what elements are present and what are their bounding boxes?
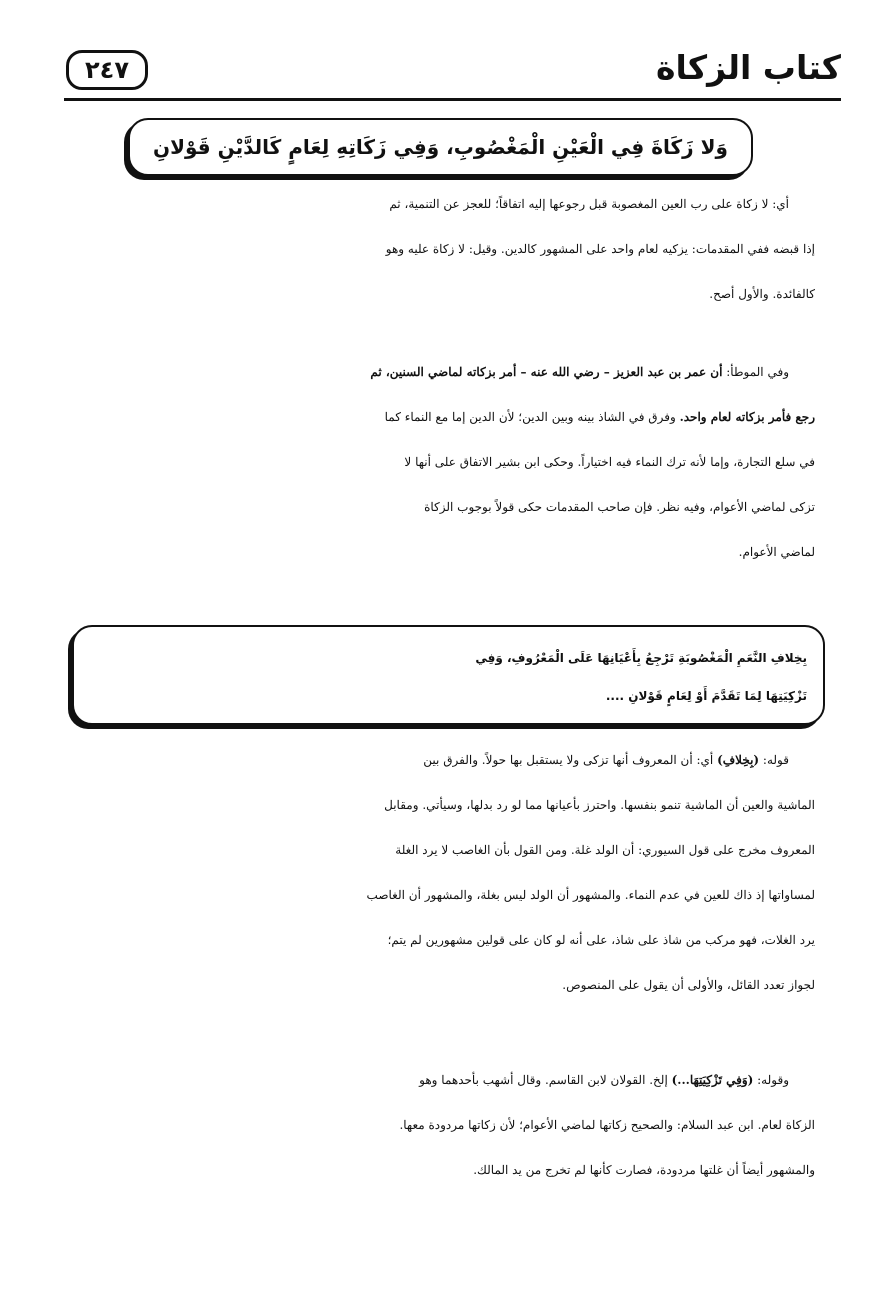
paragraph-line: يرد الغلات، فهو مركب من شاذ على شاذ، على أنه لو كان على قولين مشهورين لم يتم؛ [387, 933, 815, 947]
paragraph-line: تزكى لماضي الأعوام، وفيه نظر. فإن صاحب المقدمات حكى قولاً بوجوب الزكاة [424, 500, 815, 514]
commentary-paragraph-2 [60, 350, 815, 575]
paragraph-line: والمشهور أيضاً أن غلتها مردودة، فصارت كأنها لم تخرج من يد المالك. [473, 1163, 815, 1177]
commentary-paragraph-3 [60, 738, 815, 1008]
paragraph-line: كالفائدة. والأول أصح. [709, 287, 815, 301]
paragraph-line: المعروف مخرج على قول السيوري: أن الولد غلة. ومن القول بأن الغاصب لا يرد الغلة [395, 843, 815, 857]
matn-text-2-line: بِخِلافِ النَّعَمِ الْمَغْصُوبَةِ تَرْجِعُ بِأَعْيَانِهَا عَلَى الْمَعْرُوفِ، وَفِي [475, 651, 807, 665]
paragraph-line [60, 1058, 815, 1103]
header-rule [64, 98, 841, 101]
matn-box-2 [72, 625, 825, 725]
paragraph-line: لماضي الأعوام. [738, 545, 815, 559]
paragraph-line: أي: لا زكاة على رب العين المغصوبة قبل رجوعها إليه اتفاقاً؛ للعجز عن التنمية، ثم [389, 197, 789, 211]
paragraph-line: في سلع التجارة، وإما لأنه ترك النماء فيه اختياراً. وحكى ابن بشير الاتفاق على أنها لا [404, 455, 815, 469]
paragraph-line: لجواز تعدد القائل، والأولى أن يقول على المنصوص. [562, 978, 815, 992]
page-number-box [66, 50, 148, 90]
matn-text-1: وَلا زَكَاةَ فِي الْعَيْنِ الْمَغْصُوبِ، وَفِي زَكَاتِهِ لِعَامٍ كَالدَّيْنِ قَوْلانِ [153, 135, 728, 159]
commentary-paragraph-4 [60, 1058, 815, 1193]
paragraph-text: وقوله: [753, 1073, 789, 1087]
paragraph-text: قوله: [759, 753, 789, 767]
page-number: ٢٤٧ [85, 56, 129, 84]
paragraph-line: لمساواتها إذ ذاك للعين في عدم النماء. والمشهور أن الولد ليس بغلة، والمشهور أن الغاصب [366, 888, 815, 902]
quoted-text: أن عمر بن عبد العزيز – رضي الله عنه – أمر بزكاته لماضي السنين، ثم [370, 365, 723, 379]
paragraph-line [60, 395, 815, 440]
paragraph-text: وفرق في الشاذ بينه وبين الدين؛ لأن الدين إما مع النماء كما [384, 410, 680, 424]
book-title: كتاب الزكاة [656, 48, 841, 87]
paragraph-line: الزكاة لعام. ابن عبد السلام: والصحيح زكاتها لماضي الأعوام؛ لأن زكاتها مردودة معها. [399, 1118, 815, 1132]
paragraph-line [60, 350, 815, 395]
commentary-paragraph-1 [60, 182, 815, 317]
quoted-matn: (بِخِلافِ) [717, 753, 760, 767]
paragraph-text: وفي الموطأ: [722, 365, 789, 379]
matn-text-2-line: تَزْكِيَتِهَا لِمَا تَقَدَّمَ أَوْ لِعَامٍ قَوْلانِ .... [605, 689, 807, 703]
paragraph-text: أي: أن المعروف أنها تزكى ولا يستقبل بها حولاً. والفرق بين [423, 753, 718, 767]
quoted-text: رجع فأمر بزكاته لعام واحد. [679, 410, 815, 424]
matn-box-1 [128, 118, 753, 176]
paragraph-line [60, 738, 815, 783]
quoted-matn: (وَفِي تَزْكِيَتِهَا...) [671, 1073, 754, 1087]
paragraph-line: الماشية والعين أن الماشية تنمو بنفسها. واحترز بأعيانها مما لو رد بدلها، وسيأتي. ومقابل [384, 798, 815, 812]
page-header [64, 40, 841, 98]
paragraph-text: إلخ. القولان لابن القاسم. وقال أشهب بأحدهما وهو [419, 1073, 672, 1087]
paragraph-line: إذا قبضه ففي المقدمات: يزكيه لعام واحد على المشهور كالدين. وقيل: لا زكاة عليه وهو [385, 242, 815, 256]
